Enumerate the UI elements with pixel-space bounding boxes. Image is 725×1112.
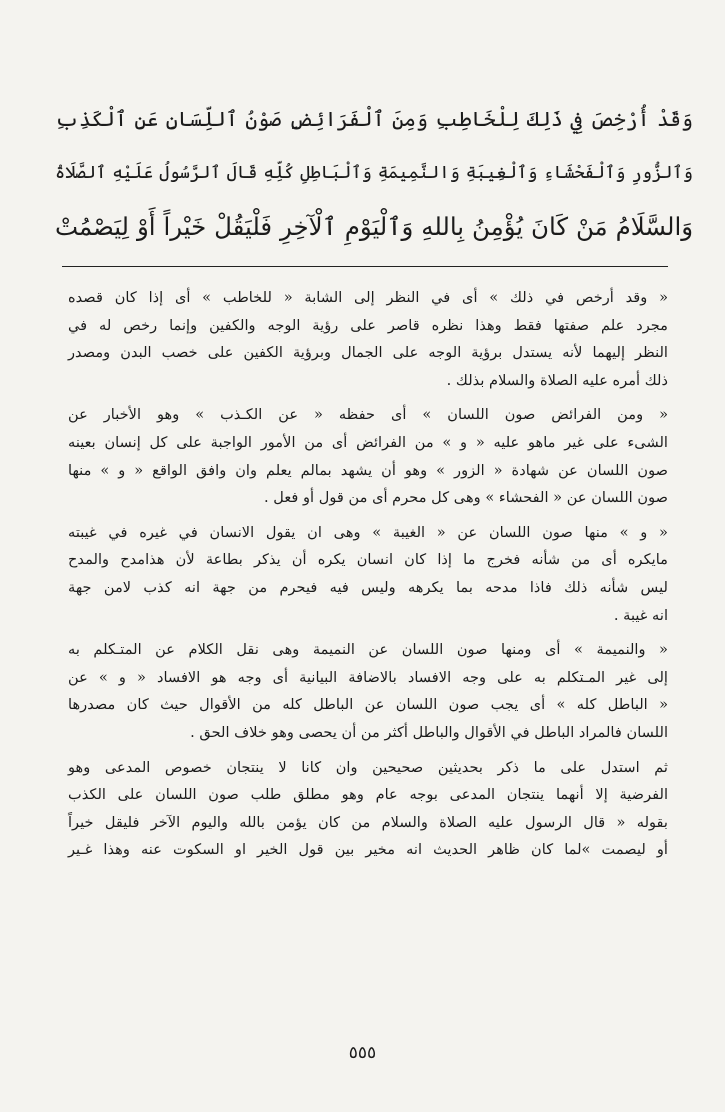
commentary-line: الفرضية إلا أنهما ينتجان المدعى بوجه عام وهو مطلق طلب صون اللسان على الكذب <box>68 786 668 804</box>
commentary-line: ذلك أمره عليه الصلاة والسلام بذلك . <box>446 371 668 389</box>
matn-line: وَٱلزُّورِ وَٱلْفَحْشَاءِ وَٱلْغِيبَةِ وَالنَّمِيمَةِ وَٱلْبَاطِلِ كُلِّهِ قَالَ ٱلرَّسُولُ عَلَيْهِ ٱلصَّلَاةُ <box>55 163 693 183</box>
commentary-line: اللسان فالمراد الباطل في الأقوال والباطل أكثر من أن يحصى وهو خلاف الحق . <box>190 723 668 741</box>
commentary-line: ليس شأنه ذلك فاذا مدحه بما يكرهه وليس فيه فيحرم من جهة انه كذب لامن جهة <box>68 578 668 596</box>
commentary-line: مايكره أى من شأنه فخرج ما إذا كان انسان يكره أن يذكر بطاعة لأن هذامدح والمدح <box>68 551 668 569</box>
commentary-line: « ومن الفرائض صون اللسان » أى حفظه « عن الكـذب » وهو الأخبار عن <box>68 406 668 424</box>
commentary-line: بقوله « قال الرسول عليه الصلاة والسلام من كان يؤمن بالله واليوم الآخر فليقل خيراً <box>68 813 668 831</box>
commentary-line: مجرد علم صفتها فقط وهذا نظره قاصر على رؤية الوجه والكفين وإنما رخص له في <box>68 316 668 334</box>
commentary-line: ثم استدل على ما ذكر بحديثين صحيحين وان كانا لا ينتجان خصوص المدعى وهو <box>68 758 668 776</box>
page-number: ٥٥٥ <box>348 1043 377 1063</box>
commentary-line: إلى غير المـتكلم به على وجه الافساد بالاضافة البيانية أى وجه هو الافساد « و » عن <box>68 668 668 686</box>
commentary-line: النظر إليهما لأنه يستدل برؤية الوجه على الجمال وبرؤية الكفين على خصب البدن ومصدر <box>68 344 668 362</box>
commentary-paragraph <box>68 754 668 864</box>
commentary-line: « و » منها صون اللسان عن « الغيبة » وهى ان يقول الانسان في غيره في غيبته <box>68 523 668 541</box>
commentary-paragraph <box>68 284 668 394</box>
section-divider <box>62 266 668 267</box>
commentary-line: صون اللسان عن « الفحشاء » وهى كل محرم أى من قول أو فعل . <box>264 489 668 507</box>
commentary-line: الشىء على غير ماهو عليه « و » من الفرائض أى من الأمور الواجبة على كل إنسان بعينه <box>68 433 668 451</box>
commentary-line: « والنميمة » أى ومنها صون اللسان عن النميمة وهى نقل الكلام عن المتـكلم به <box>68 641 668 659</box>
commentary-line: « الباطل كله » أى يجب صون اللسان عن الباطل كله من الأقوال حيث كان مصدرها <box>68 696 668 714</box>
commentary-block <box>68 284 668 871</box>
matn-line: وَالسَّلَامُ مَنْ كَانَ يُؤْمِنُ بِاللهِ وَٱلْيَوْمِ ٱلْآخِرِ فَلْيَقُلْ خَيْراً أَوْ لِيَصْمُتْ <box>55 212 693 241</box>
commentary-line: انه غيبة . <box>613 606 668 624</box>
commentary-paragraph <box>68 636 668 746</box>
commentary-paragraph <box>68 519 668 629</box>
commentary-line: صون اللسان عن شهادة « الزور » وهو أن يشهد بمالم يعلم وان وافق الواقع « و » منها <box>68 461 668 479</box>
commentary-paragraph <box>68 401 668 511</box>
matn-verse-block <box>55 92 693 254</box>
matn-line: وَقَدْ أُرْخِصَ فِي ذَلِكَ لِلْخَاطِبِ وَمِنَ ٱلْفَرَائِضِ صَوْنُ ٱللِّسَانِ عَنِ ٱلْكَذِبِ <box>55 107 693 131</box>
commentary-line: « وقد أرخص في ذلك » أى في النظر إلى الشابة « للخاطب » أى إذا كان قصده <box>68 289 668 306</box>
commentary-line: أو ليصمت »لما كان ظاهر الحديث انه مخير بين قول الخير او السكوت عنه وهذا غـير <box>68 841 668 859</box>
